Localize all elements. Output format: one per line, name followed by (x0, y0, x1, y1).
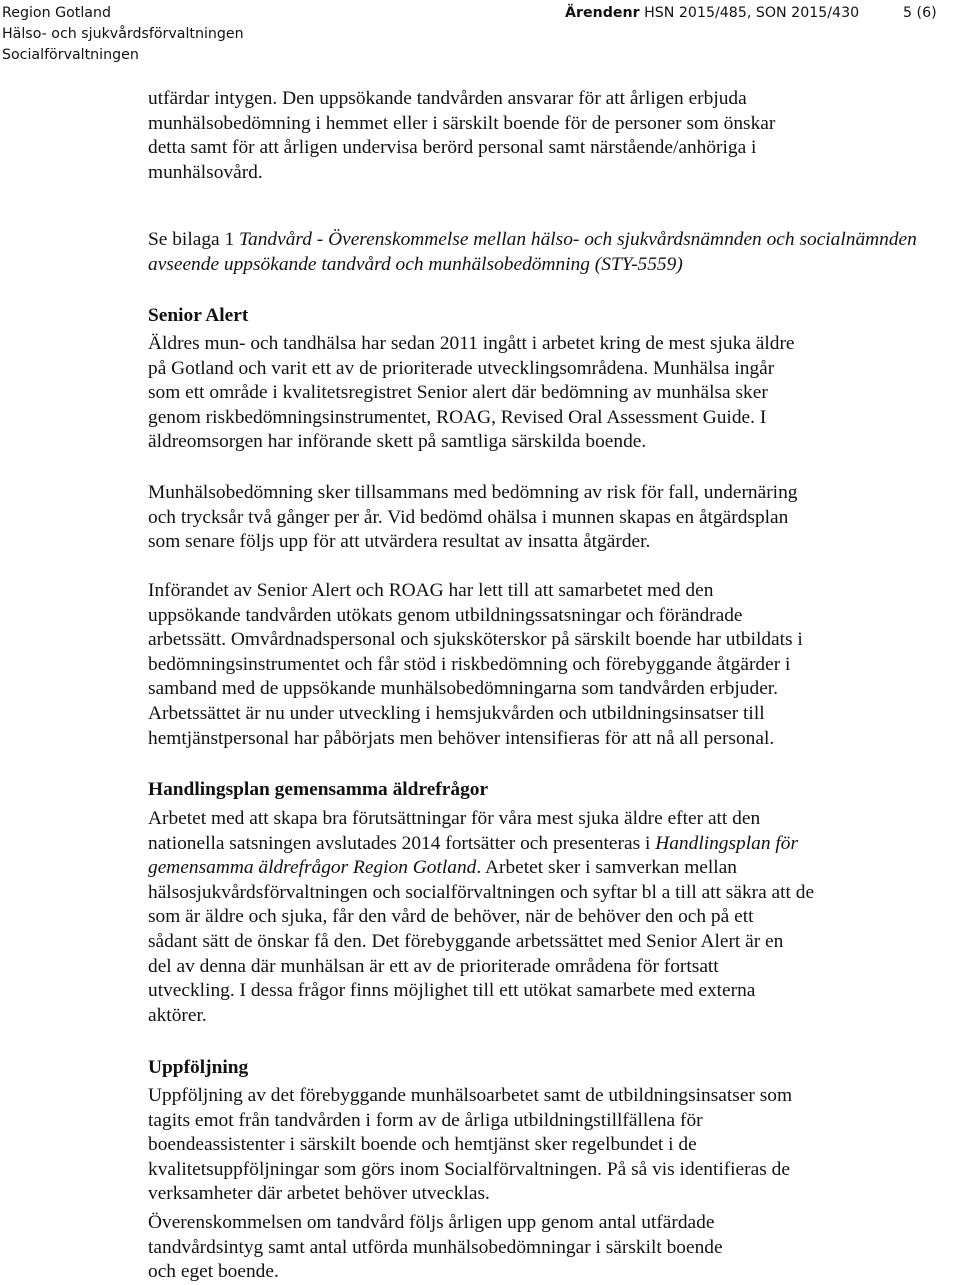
attachment-prefix: Se bilaga 1 (148, 229, 240, 250)
uppfoljning-paragraph-1 (148, 1084, 878, 1207)
plan-title-part1: Handlingsplan för (655, 832, 798, 854)
paragraph-line: Arbetssättet är nu under utveckling i hemsjukvården och utbildningsinsatser till (148, 702, 765, 724)
case-reference (565, 3, 859, 24)
paragraph-line: munhälsobedömning i hemmet eller i särskilt boende för de personer som önskar (148, 112, 776, 134)
attachment-reference (148, 228, 917, 277)
paragraph-line: tandvårdsintyg samt antal utförda munhälsobedömningar i särskilt boende (148, 1236, 723, 1258)
paragraph-line: aktörer. (148, 1004, 207, 1026)
paragraph-line: Äldres mun- och tandhälsa har sedan 2011 ingått i arbetet kring de mest sjuka äldre (148, 333, 795, 354)
paragraph-line: detta samt för att årligen undervisa berörd personal samt närstående/anhöriga i (148, 137, 757, 159)
paragraph-line: bedömningsinstrumentet och får stöd i riskbedömning och förebyggande åtgärder i (148, 653, 791, 675)
paragraph-line: samband med de uppsökande munhälsobedömningarna som tandvården erbjuder. (148, 678, 779, 700)
senior-alert-paragraph-1 (148, 332, 878, 455)
attachment-line (148, 228, 917, 253)
uppfoljning-paragraph-2 (148, 1211, 878, 1285)
case-reference-label: Ärendenr (565, 5, 640, 21)
paragraph-line: som senare följs upp för att utvärdera resultat av insatta åtgärder. (148, 531, 651, 553)
paragraph-line: utveckling. I dessa frågor finns möjlighet till ett utökat samarbete med externa (148, 980, 756, 1002)
department-health: Hälso- och sjukvårdsförvaltningen (2, 26, 244, 42)
document-header-organization (2, 3, 244, 66)
paragraph-line (148, 832, 878, 857)
plan-title-part2: gemensamma äldrefrågor Region Gotland (148, 857, 477, 879)
paragraph-line (148, 856, 878, 881)
paragraph-line: tagits emot från tandvården i form av de årliga utbildningstillfällena för (148, 1109, 703, 1131)
paragraph-line: Uppföljning av det förebyggande munhälsoarbetet samt de utbildningsinsatser som (148, 1085, 793, 1106)
page-number: 5 (6) (903, 5, 937, 21)
senior-alert-paragraph-3 (148, 579, 878, 751)
paragraph-line: på Gotland och varit ett av de prioriterade utvecklingsområdena. Munhälsa ingår (148, 357, 775, 379)
paragraph-line: sådant sätt de önskar få den. Det förebyggande arbetssättet med Senior Alert är en (148, 930, 784, 952)
paragraph-line: utfärdar intygen. Den uppsökande tandvården ansvarar för att årligen erbjuda (148, 88, 747, 109)
paragraph-line: Arbetet med att skapa bra förutsättningar för våra mest sjuka äldre efter att den (148, 808, 761, 829)
paragraph-line: Överenskommelsen om tandvård följs årligen upp genom antal utfärdade (148, 1212, 715, 1233)
senior-alert-paragraph-2 (148, 481, 878, 555)
paragraph-line: arbetssätt. Omvårdnadspersonal och sjuksköterskor på särskilt boende har utbildats i (148, 629, 803, 651)
paragraph-line: munhälsovård. (148, 161, 263, 183)
paragraph-line: och eget boende. (148, 1261, 279, 1283)
attachment-title-part2: avseende uppsökande tandvård och munhälsobedömning (STY-5559) (148, 253, 683, 275)
paragraph-line: Munhälsobedömning sker tillsammans med bedömning av risk för fall, undernäring (148, 482, 798, 503)
paragraph-line: genom riskbedömningsinstrumentet, ROAG, Revised Oral Assessment Guide. I (148, 406, 767, 428)
paragraph-line: del av denna där munhälsan är ett av de prioriterade områdena för fortsatt (148, 955, 719, 977)
intro-paragraph (148, 87, 878, 185)
paragraph-line: kvalitetsuppföljningar som görs inom Socialförvaltningen. På så vis identifieras de (148, 1158, 790, 1180)
section-heading-handlingsplan: Handlingsplan gemensamma äldrefrågor (148, 779, 489, 800)
line-text: nationella satsningen avslutades 2014 fortsätter och presenteras i (148, 832, 656, 854)
section-heading-senior-alert: Senior Alert (148, 305, 249, 326)
line-text: . Arbetet sker i samverkan mellan (476, 857, 737, 879)
case-reference-value: HSN 2015/485, SON 2015/430 (644, 5, 860, 21)
paragraph-line: som ett område i kvalitetsregistret Senior alert där bedömning av munhälsa sker (148, 382, 768, 404)
paragraph-line: hälsosjukvårdsförvaltningen och socialförvaltningen och syftar bl a till att säkra att de (148, 881, 815, 903)
paragraph-line: och trycksår två gånger per år. Vid bedömd ohälsa i munnen skapas en åtgärdsplan (148, 506, 789, 528)
paragraph-line: äldreomsorgen har införande skett på samtliga särskilda boende. (148, 431, 647, 453)
paragraph-line: verksamheter där arbetet behöver utvecklas. (148, 1183, 490, 1205)
paragraph-line: Införandet av Senior Alert och ROAG har lett till att samarbetet med den (148, 580, 714, 601)
paragraph-line: hemtjänstpersonal har påbörjats men behöver intensifieras för att nå all personal. (148, 727, 775, 749)
paragraph-line: boendeassistenter i särskilt boende och hemtjänst sker regelbundet i de (148, 1134, 697, 1156)
department-social: Socialförvaltningen (2, 47, 139, 63)
handlingsplan-paragraph (148, 807, 878, 1028)
paragraph-line: som är äldre och sjuka, får den vård de behöver, när de behöver den och på ett (148, 906, 754, 928)
paragraph-line: uppsökande tandvården utökats genom utbildningssatsningar och förändrade (148, 604, 743, 626)
org-name: Region Gotland (2, 5, 111, 21)
attachment-title-part1: Tandvård - Överenskommelse mellan hälso- och sjukvårdsnämnden och socialnämnden (239, 229, 917, 250)
section-heading-uppfoljning: Uppföljning (148, 1057, 249, 1078)
